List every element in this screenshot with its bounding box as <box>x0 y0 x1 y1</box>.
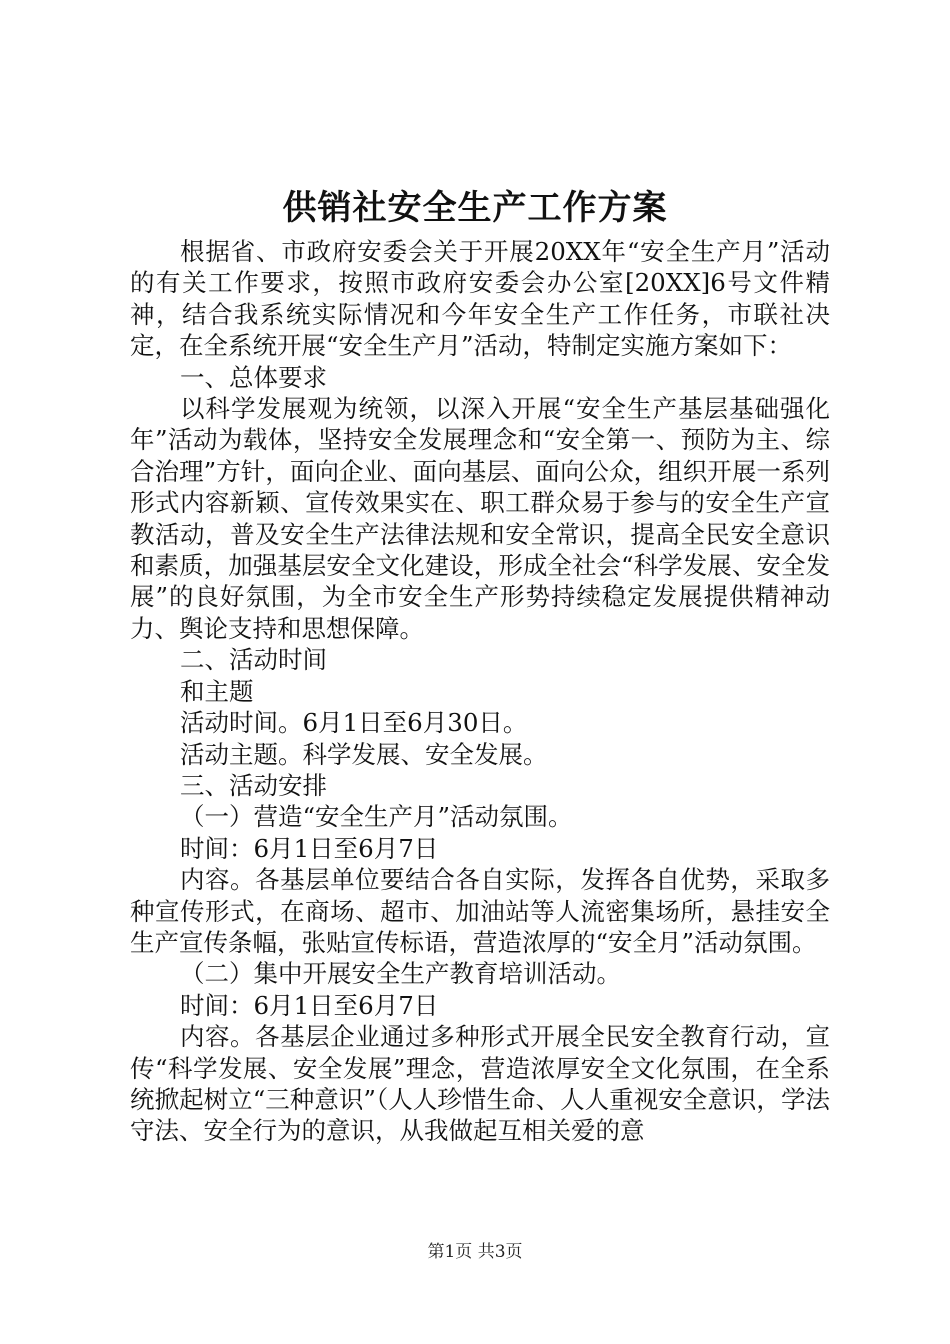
paragraph-general-requirements: 以科学发展观为统领，以深入开展“安全生产基层基础强化年”活动为载体，坚持安全发展理念和“安全第一、预防为主、综合治理”方针，面向企业、面向基层、面向公众，组织开展一系列形式内容新颖、宣传效果实在、职工群众易于参与的安全生产宣教活动，普及安全生产法律法规和安全常识，提高全民安全意识和素质，加强基层安全文化建设，形成全社会“科学发展、安全发展”的良好氛围，为全市安全生产形势持续稳定发展提供精神动力、舆论支持和思想保障。 <box>130 394 830 643</box>
document-title: 供销社安全生产工作方案 <box>282 188 668 228</box>
subsection-heading-2: （二）集中开展安全生产教育培训活动。 <box>180 959 621 989</box>
subsection-heading-1: （一）营造“安全生产月”活动氛围。 <box>180 802 573 832</box>
paragraph-activity-theme: 活动主题。科学发展、安全发展。 <box>180 739 548 769</box>
paragraph-time-2: 时间：6月1日至6月7日 <box>180 990 439 1020</box>
paragraph-intro: 根据省、市政府安委会关于开展20XX年“安全生产月”活动的有关工作要求，按照市政府安委会办公室[20XX]6号文件精神，结合我系统实际情况和今年安全生产工作任务，市联社决定，在全系统开展“安全生产月”活动，特制定实施方案如下： <box>130 237 830 361</box>
section-heading-2-continued: 和主题 <box>180 676 254 706</box>
section-heading-1: 一、总体要求 <box>180 362 327 392</box>
section-heading-2: 二、活动时间 <box>180 645 327 675</box>
document-body <box>130 236 830 1147</box>
paragraph-content-2: 内容。各基层企业通过多种形式开展全民安全教育行动，宣传“科学发展、安全发展”理念，营造浓厚安全文化氛围，在全系统掀起树立“三种意识”（人人珍惜生命、人人重视安全意识，学法守法、安全行为的意识，从我做起互相关爱的意 <box>130 1022 830 1146</box>
section-heading-3: 三、活动安排 <box>180 770 327 800</box>
paragraph-time-1: 时间：6月1日至6月7日 <box>180 833 439 863</box>
paragraph-content-1: 内容。各基层单位要结合各自实际，发挥各自优势，采取多种宣传形式，在商场、超市、加油站等人流密集场所，悬挂安全生产宣传条幅，张贴宣传标语，营造浓厚的“安全月”活动氛围。 <box>130 865 830 957</box>
page-footer: 第1页 共3页 <box>427 1242 523 1262</box>
paragraph-activity-time: 活动时间。6月1日至6月30日。 <box>180 708 528 738</box>
